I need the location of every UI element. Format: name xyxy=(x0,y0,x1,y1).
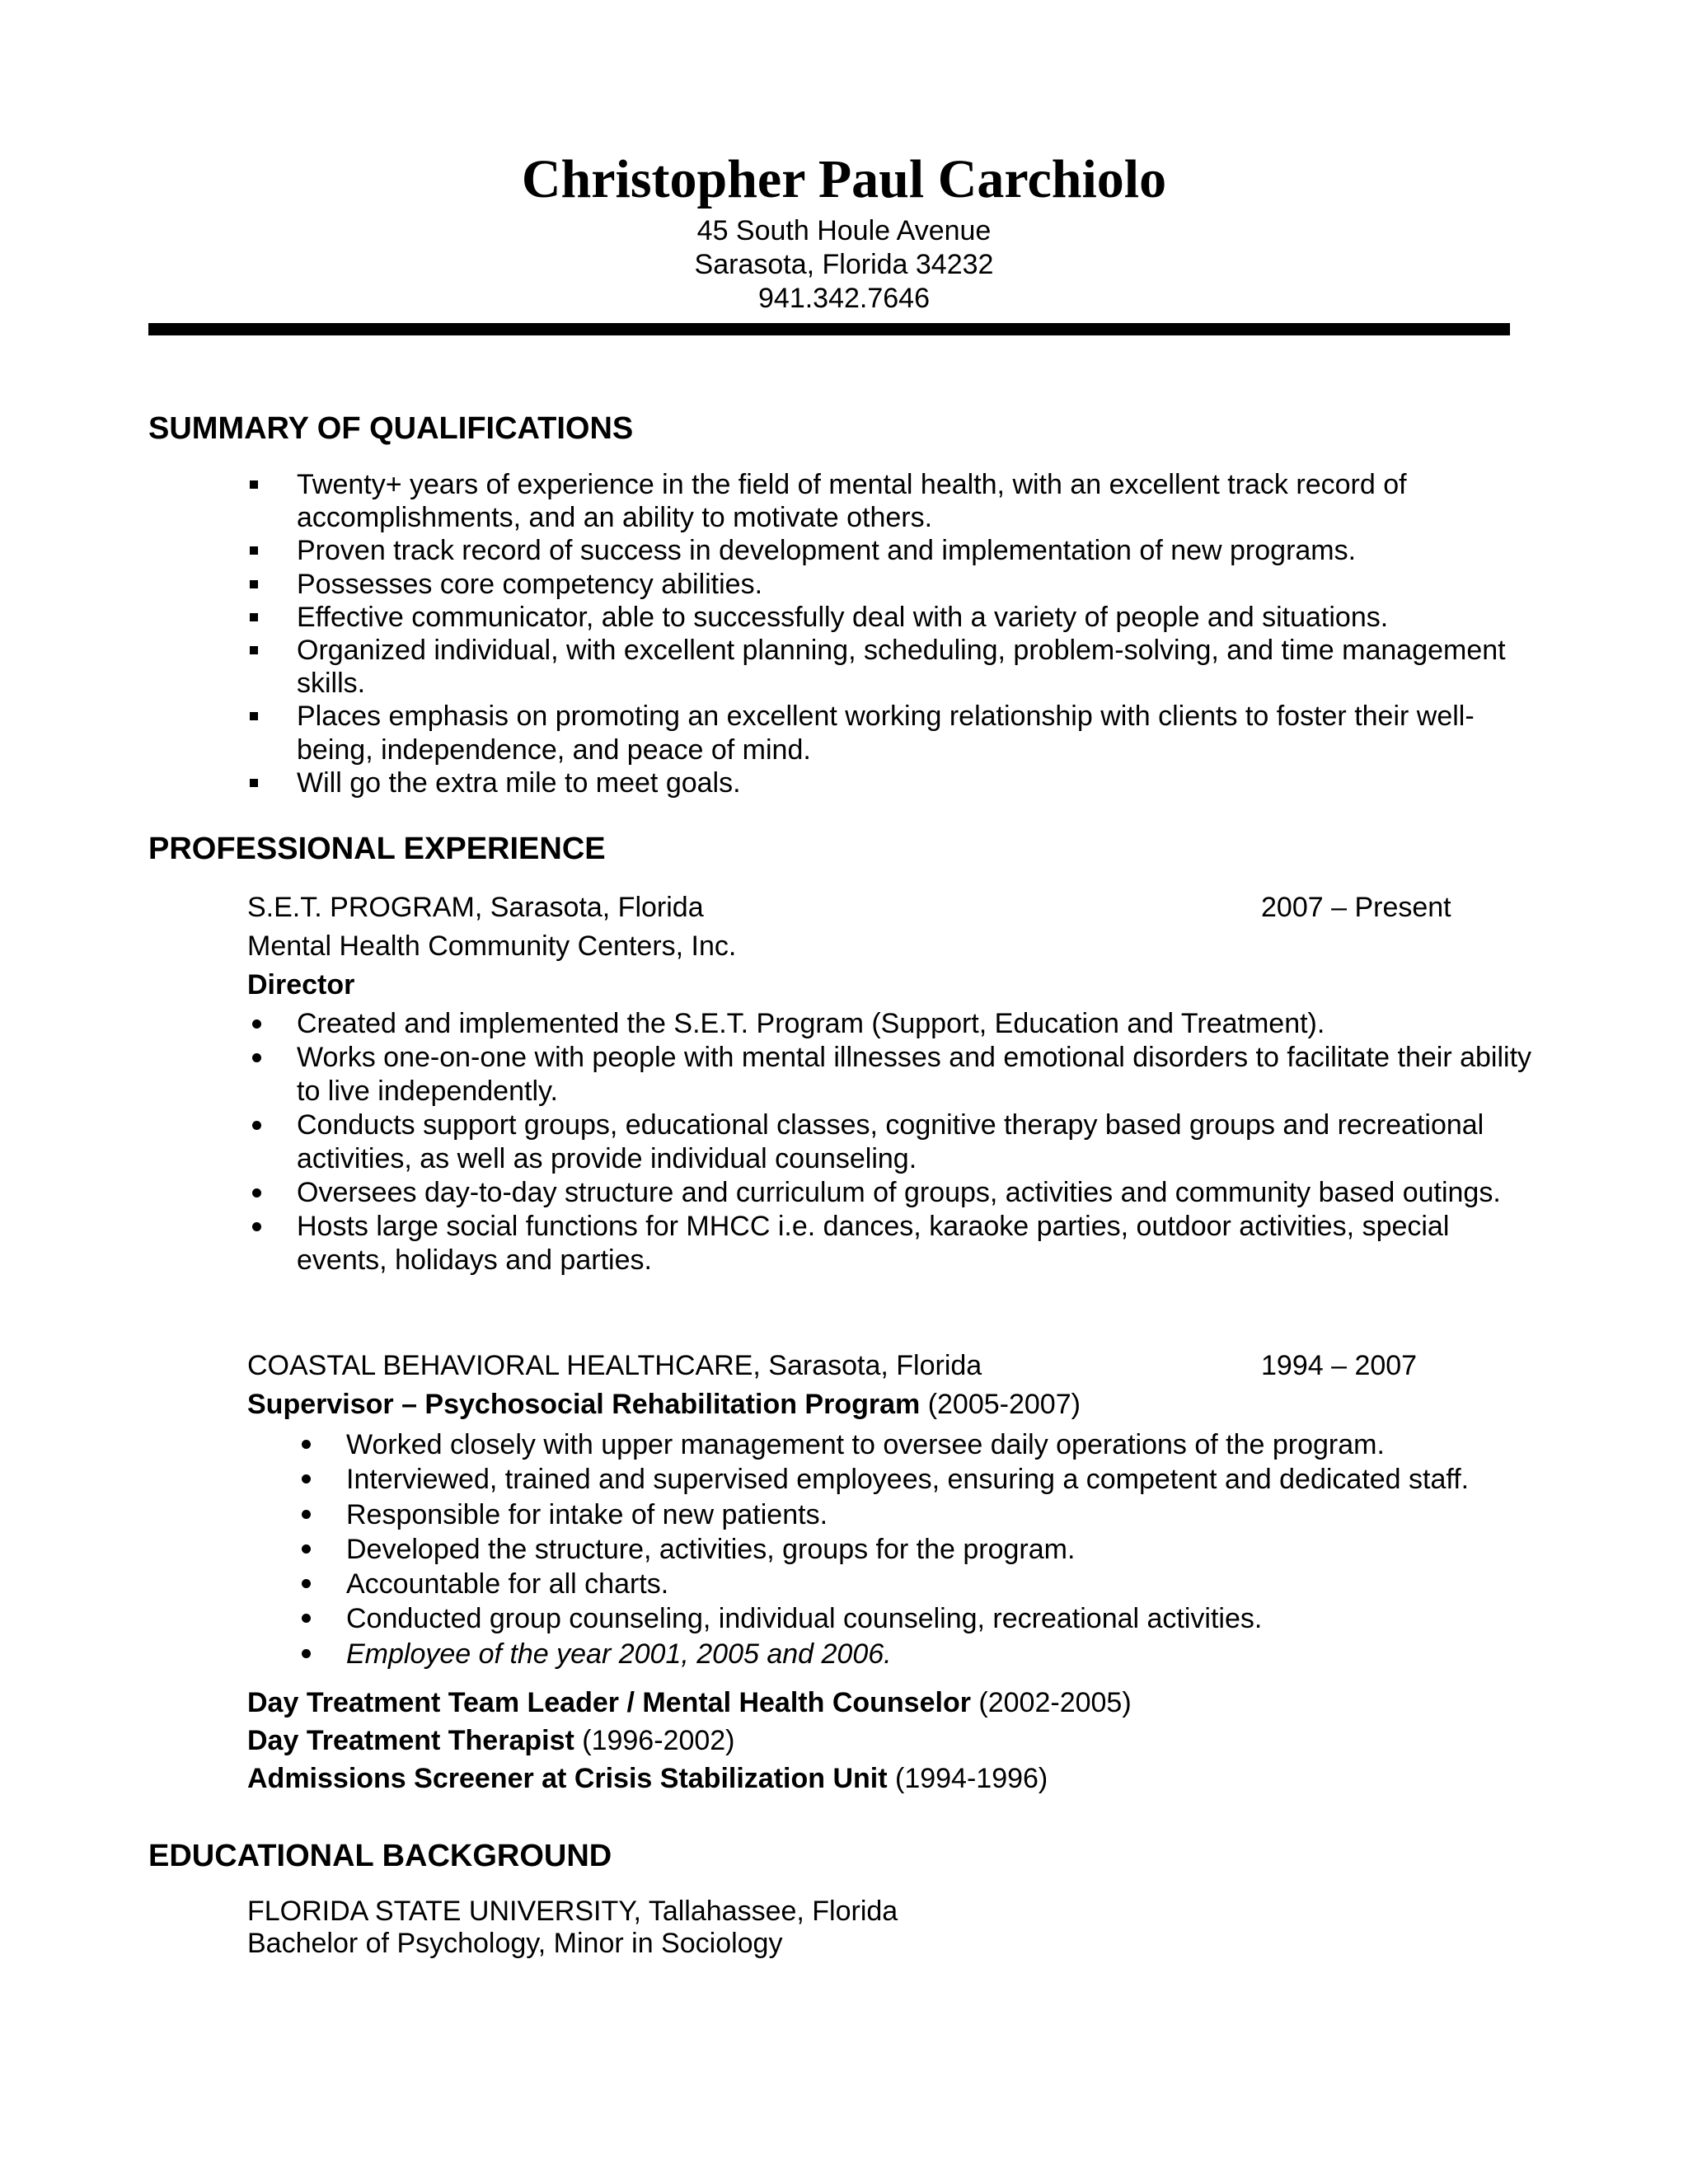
job1-dates: 2007 – Present xyxy=(1261,892,1451,923)
duty-item: Worked closely with upper management to oversee daily operations of the program. xyxy=(346,1427,1550,1462)
job1-role: Director xyxy=(247,969,355,1001)
summary-item: Will go the extra mile to meet goals. xyxy=(297,766,1533,799)
duty-item: Oversees day-to-day structure and curriculum of groups, activities and community based outings. xyxy=(297,1176,1533,1210)
summary-item: Possesses core competency abilities. xyxy=(297,568,1533,601)
job1-organization: Mental Health Community Centers, Inc. xyxy=(247,930,737,962)
duty-item: Created and implemented the S.E.T. Program (Support, Education and Treatment). xyxy=(297,1007,1533,1041)
job2-dates: 1994 – 2007 xyxy=(1261,1350,1418,1381)
square-bullet-icon xyxy=(250,712,258,720)
duty-item: Responsible for intake of new patients. xyxy=(346,1497,1550,1532)
bullet-dot-icon xyxy=(302,1510,311,1519)
summary-item: Twenty+ years of experience in the field of mental health, with an excellent track record of accomplishments, and an ability to motivate others. xyxy=(297,468,1533,534)
square-bullet-icon xyxy=(250,779,258,787)
resume-header xyxy=(0,145,1688,316)
bullet-dot-icon xyxy=(252,1188,261,1197)
square-bullet-icon xyxy=(250,613,258,621)
address-city: Sarasota, Florida 34232 xyxy=(694,249,994,280)
summary-heading: SUMMARY OF QUALIFICATIONS xyxy=(148,411,634,446)
education-heading: EDUCATIONAL BACKGROUND xyxy=(148,1839,612,1873)
bullet-dot-icon xyxy=(302,1579,311,1588)
summary-list xyxy=(297,468,1533,799)
role-dates: (2002-2005) xyxy=(978,1687,1132,1718)
role-dates: (2005-2007) xyxy=(927,1389,1081,1420)
job2-employer: COASTAL BEHAVIORAL HEALTHCARE, Sarasota, Florida xyxy=(247,1350,982,1381)
duty-item: Works one-on-one with people with mental illnesses and emotional disorders to facilitate their ability to live independently. xyxy=(297,1041,1533,1108)
candidate-name: Christopher Paul Carchiolo xyxy=(521,149,1167,209)
job2-role1 xyxy=(247,1385,1081,1423)
role-title: Admissions Screener at Crisis Stabilization Unit xyxy=(247,1763,888,1794)
duty-item: Developed the structure, activities, groups for the program. xyxy=(346,1532,1550,1567)
bullet-dot-icon xyxy=(252,1121,261,1130)
role-title: Day Treatment Team Leader / Mental Health Counselor xyxy=(247,1687,971,1718)
role-title: Day Treatment Therapist xyxy=(247,1725,574,1756)
bullet-dot-icon xyxy=(302,1614,311,1623)
header-divider xyxy=(148,323,1510,335)
role-dates: (1996-2002) xyxy=(582,1725,735,1756)
bullet-dot-icon xyxy=(302,1649,311,1658)
summary-item: Proven track record of success in development and implementation of new programs. xyxy=(297,534,1533,567)
summary-item: Organized individual, with excellent planning, scheduling, problem-solving, and time management skills. xyxy=(297,634,1533,700)
square-bullet-icon xyxy=(250,480,258,489)
experience-heading: PROFESSIONAL EXPERIENCE xyxy=(148,832,606,866)
education-school: FLORIDA STATE UNIVERSITY, Tallahassee, Florida xyxy=(247,1896,898,1927)
bullet-dot-icon xyxy=(302,1474,311,1483)
role-dates: (1994-1996) xyxy=(895,1763,1048,1794)
summary-item: Effective communicator, able to successfully deal with a variety of people and situations. xyxy=(297,601,1533,634)
square-bullet-icon xyxy=(250,580,258,588)
award-item: Employee of the year 2001, 2005 and 2006. xyxy=(346,1637,1550,1671)
duty-item: Conducts support groups, educational classes, cognitive therapy based groups and recreational activities, as well as provide individual counseling. xyxy=(297,1108,1533,1176)
duty-item: Hosts large social functions for MHCC i.e. dances, karaoke parties, outdoor activities, special events, holidays and parties. xyxy=(297,1210,1533,1277)
bullet-dot-icon xyxy=(252,1222,261,1231)
job2-role2 xyxy=(247,1684,1132,1722)
duty-item: Interviewed, trained and supervised employees, ensuring a competent and dedicated staff. xyxy=(346,1462,1550,1497)
job2-role3 xyxy=(247,1722,735,1760)
duty-item: Accountable for all charts. xyxy=(346,1567,1550,1601)
job1-duties-list xyxy=(297,1007,1533,1277)
duty-item: Conducted group counseling, individual counseling, recreational activities. xyxy=(346,1601,1550,1636)
bullet-dot-icon xyxy=(252,1053,261,1062)
phone-number: 941.342.7646 xyxy=(758,283,930,314)
job1-employer: S.E.T. PROGRAM, Sarasota, Florida xyxy=(247,892,704,923)
address-street: 45 South Houle Avenue xyxy=(696,215,992,246)
bullet-dot-icon xyxy=(252,1019,261,1029)
square-bullet-icon xyxy=(250,546,258,555)
education-degree: Bachelor of Psychology, Minor in Sociology xyxy=(247,1928,783,1959)
job2-role4 xyxy=(247,1760,1048,1797)
role-title: Supervisor – Psychosocial Rehabilitation Program xyxy=(247,1389,921,1420)
bullet-dot-icon xyxy=(302,1440,311,1449)
summary-item: Places emphasis on promoting an excellent working relationship with clients to foster their well-being, independence, and peace of mind. xyxy=(297,700,1533,766)
square-bullet-icon xyxy=(250,646,258,654)
job2-duties-list xyxy=(346,1427,1550,1671)
bullet-dot-icon xyxy=(302,1544,311,1554)
